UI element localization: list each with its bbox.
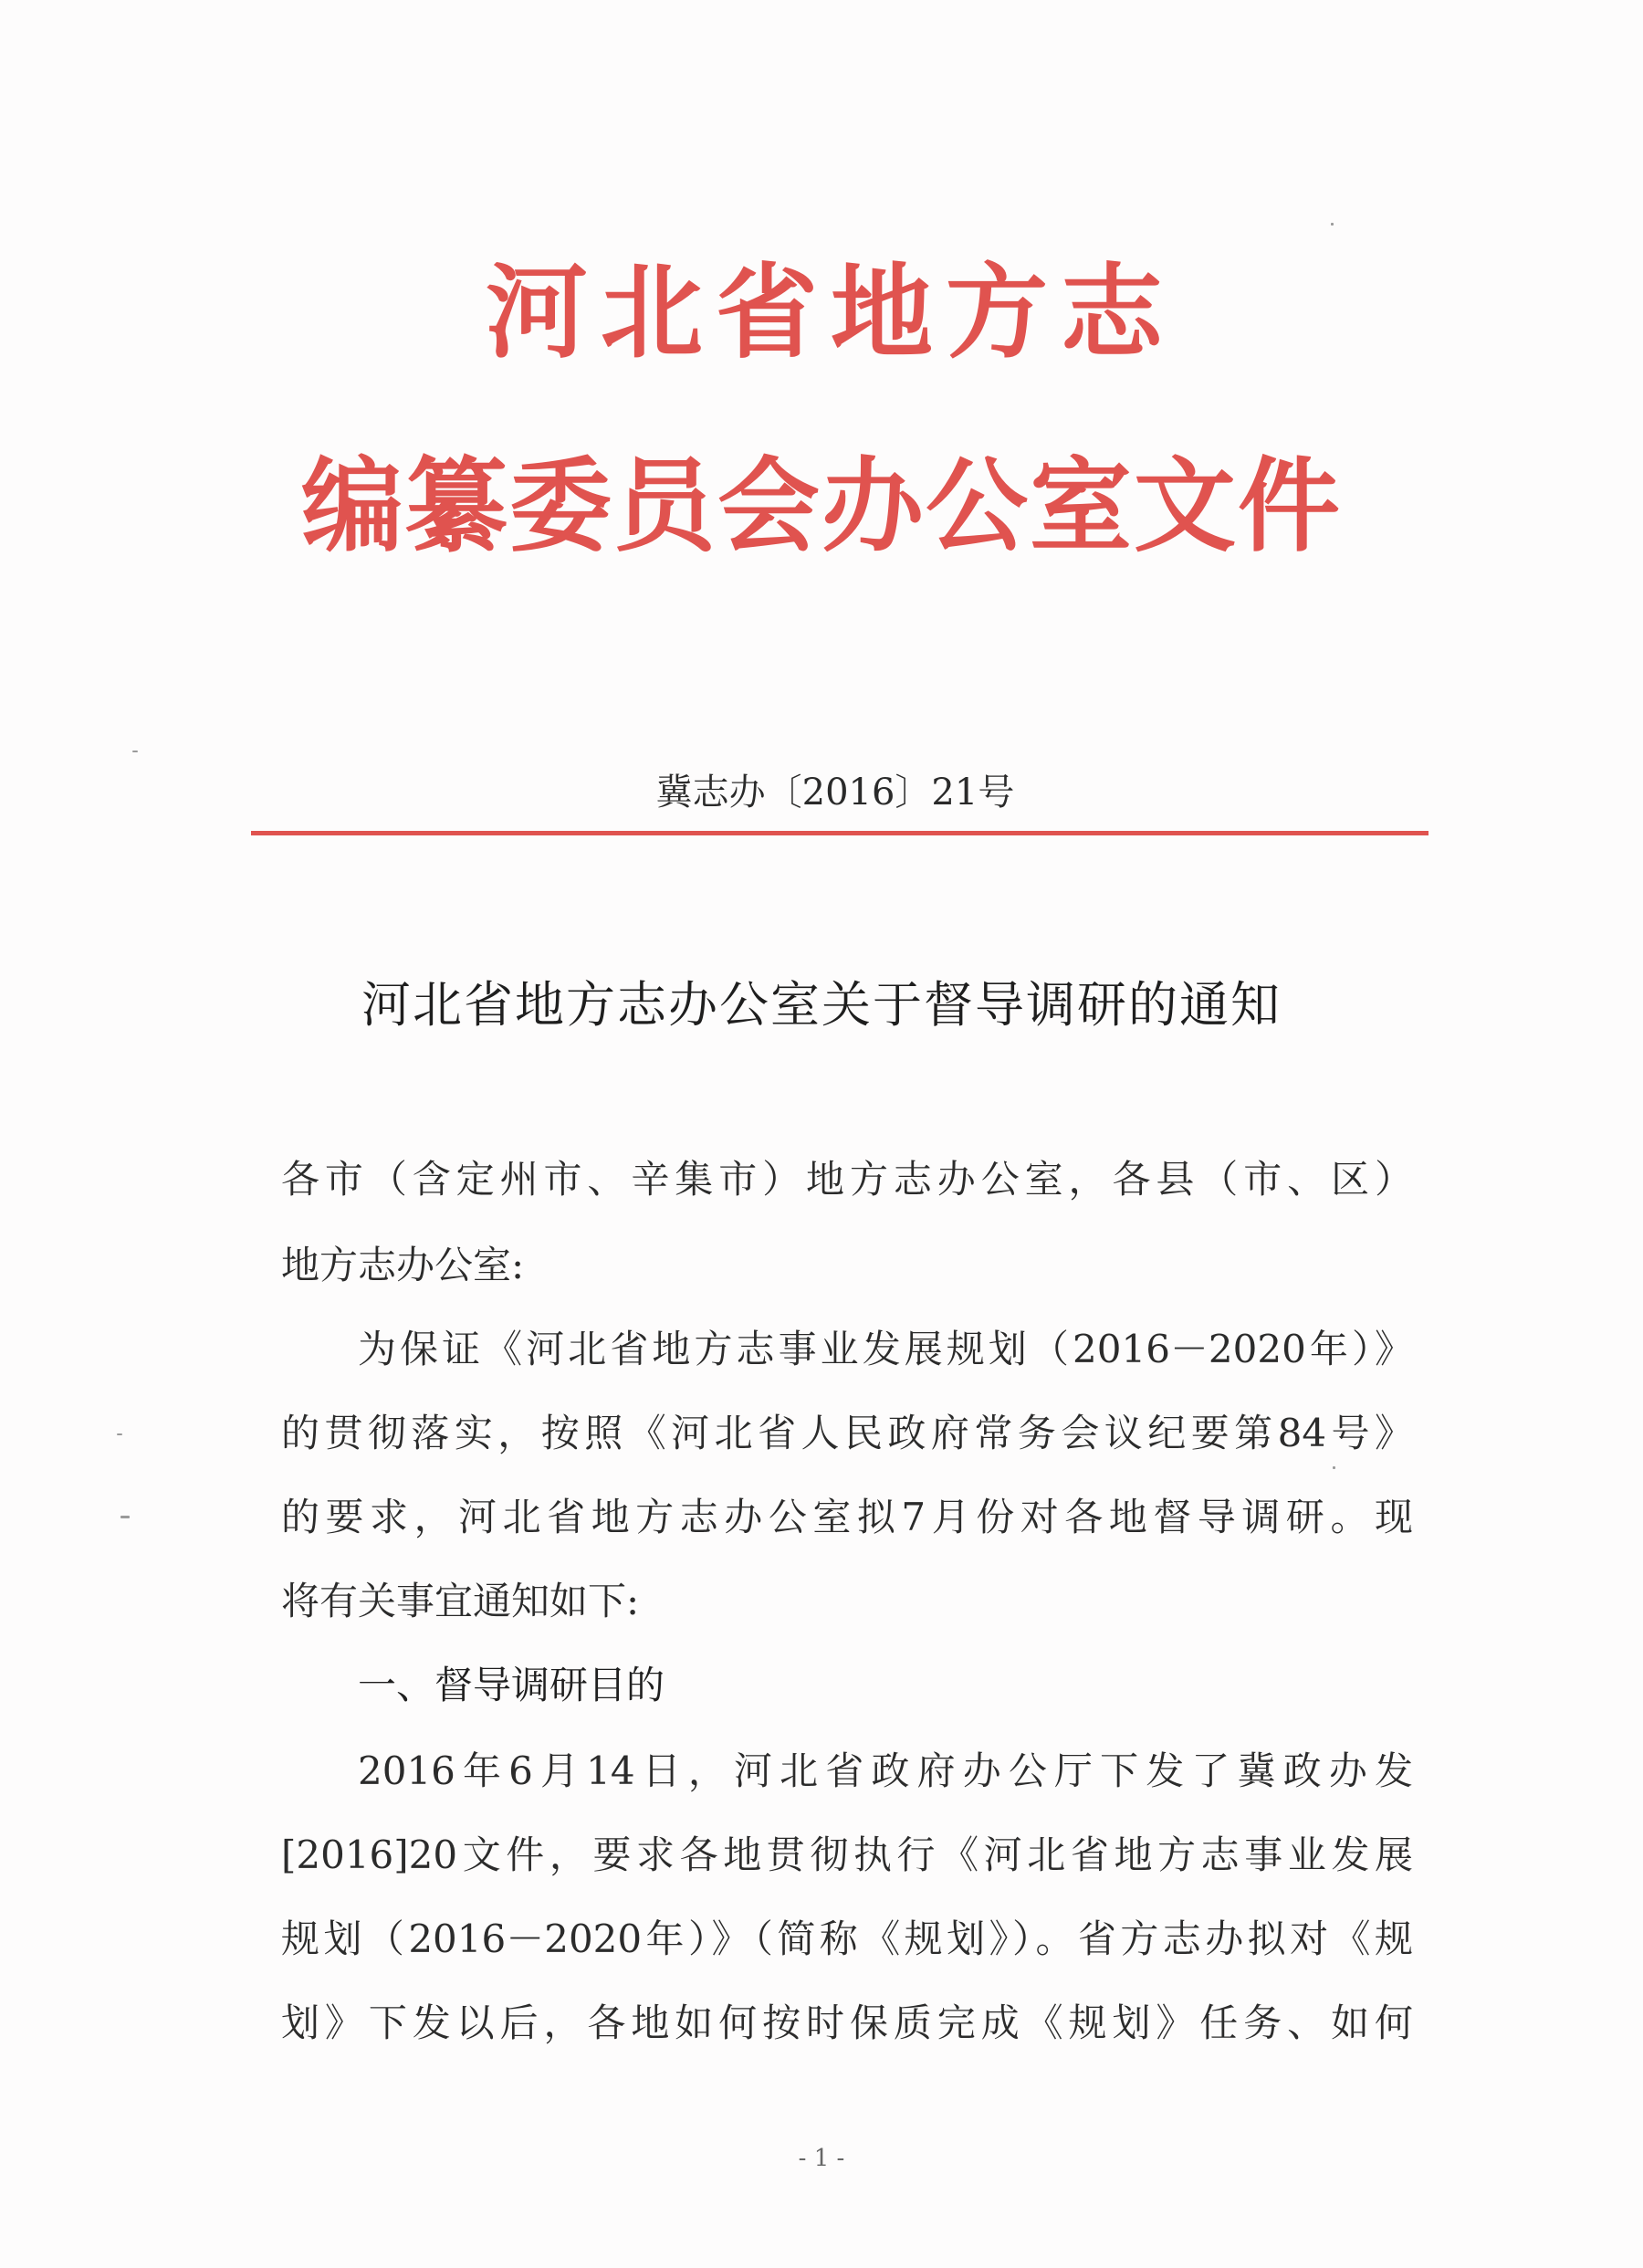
paragraph-line: 的要求，河北省地方志办公室拟7月份对各地督导调研。现	[281, 1495, 1413, 1539]
notice-title: 河北省地方志办公室关于督导调研的通知	[361, 976, 1282, 1034]
scan-speck	[1333, 1466, 1335, 1469]
addressee-line-1: 各市（含定州市、辛集市）地方志办公室，各县（市、区）	[281, 1157, 1413, 1202]
masthead-title-line-2: 编纂委员会办公室文件	[301, 446, 1342, 566]
paragraph-line: 为保证《河北省地方志事业发展规划（2016－2020年）》	[358, 1327, 1413, 1371]
paragraph-line: 将有关事宜通知如下:	[281, 1579, 640, 1623]
scan-speck	[1331, 223, 1334, 226]
scan-speck	[120, 1516, 130, 1518]
paragraph-line: 划》下发以后，各地如何按时保质完成《规划》任务、如何	[281, 2000, 1413, 2045]
paragraph-line: 的贯彻落实，按照《河北省人民政府常务会议纪要第84号》	[281, 1411, 1413, 1455]
paragraph-line: 2016年6月14日，河北省政府办公厅下发了冀政办发	[358, 1748, 1413, 1793]
paragraph-line: [2016]20文件，要求各地贯彻执行《河北省地方志事业发展	[281, 1832, 1413, 1877]
page-number: - 1 -	[798, 2145, 845, 2172]
masthead-title-line-1: 河北省地方志	[486, 253, 1176, 373]
section-heading: 一、督导调研目的	[358, 1663, 665, 1707]
red-divider-line	[251, 831, 1428, 835]
scan-speck	[117, 1433, 122, 1435]
paragraph-line: 规划（2016－2020年）》（简称《规划》）。省方志办拟对《规	[281, 1916, 1413, 1961]
scan-speck	[132, 751, 138, 752]
addressee-line-2: 地方志办公室:	[281, 1243, 525, 1287]
document-number: 冀志办〔2016〕21号	[655, 772, 1015, 814]
